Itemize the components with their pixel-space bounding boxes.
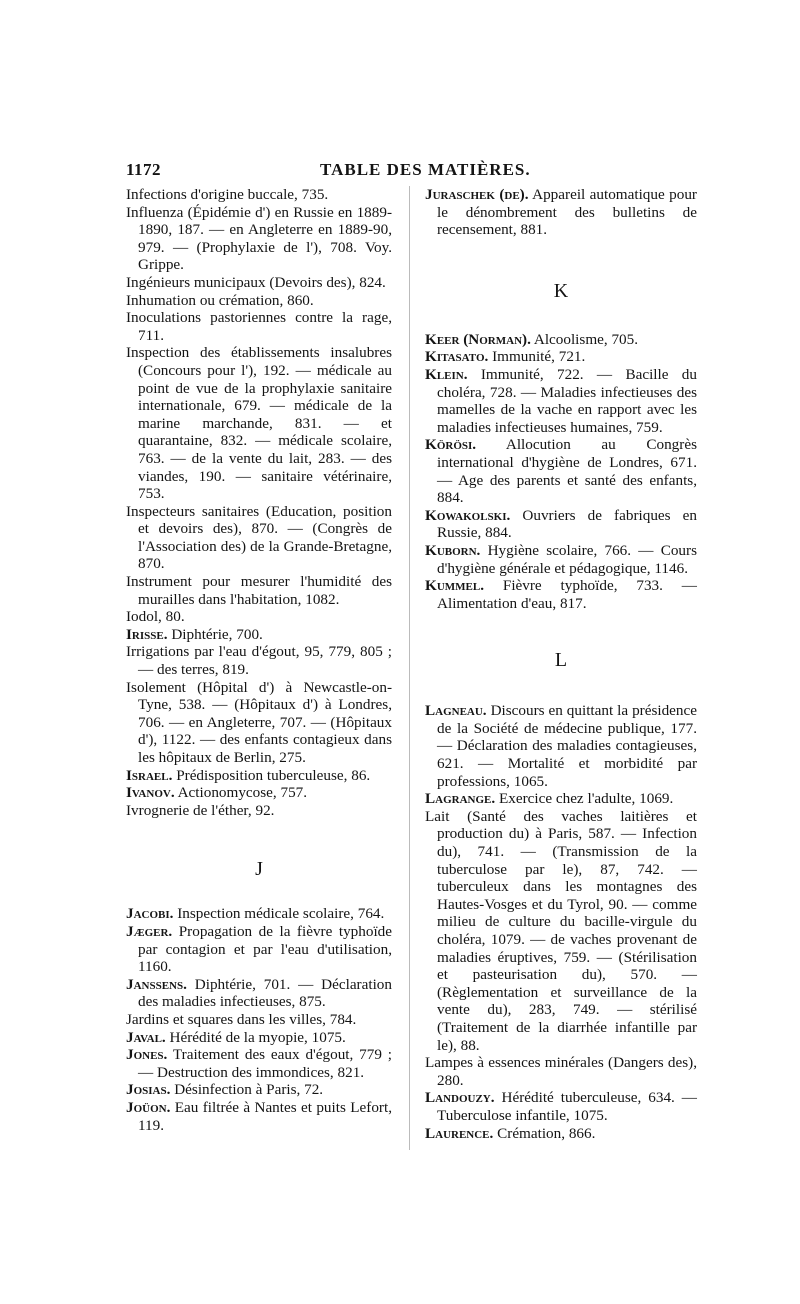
index-entry (425, 366, 697, 436)
author-name: Irisse. (126, 625, 168, 643)
index-entry (425, 542, 697, 577)
index-entry: Ivrognerie de l'éther, 92. (126, 801, 275, 819)
author-name: Juraschek (de). (425, 186, 529, 203)
index-entry (425, 436, 697, 506)
right-column (425, 186, 697, 1142)
author-name: Jæger. (126, 922, 173, 940)
author-name: Jacobi. (126, 905, 174, 923)
author-name: Kitasato. (425, 348, 489, 366)
author-name: Körösi. (425, 436, 477, 454)
entry-text: Crémation, 866. (493, 1124, 596, 1142)
column-divider (409, 186, 410, 1150)
index-entry (126, 1029, 392, 1047)
author-name: Kowakolski. (425, 506, 511, 524)
index-entry: Ingénieurs municipaux (Devoirs des), 824. (126, 273, 386, 291)
entry-text: Immunité, 722. — Bacille du choléra, 728. — Maladies infectieuses des mamelles de la vache en rapport avec les maladies infectieuses humaines, 759. (437, 365, 697, 436)
author-name: Lagrange. (425, 790, 496, 808)
section-letter-k: K (553, 279, 569, 302)
section-letter-l: L (554, 649, 568, 672)
author-name: Jones. (126, 1046, 168, 1064)
entry-text: Propagation de la fièvre typhoïde par contagion et par l'eau d'utilisation, 1160. (138, 922, 392, 976)
index-entry: Jardins et squares dans les villes, 784. (126, 1010, 357, 1028)
index-entry: Infections d'origine buccale, 735. (126, 186, 329, 203)
entry-text: Diphtérie, 700. (167, 625, 263, 643)
index-entry: Influenza (Épidémie d') en Russie en 1889-1890, 187. — en Angleterre en 1889-90, 979. — (Prophylaxie de l'), 708. Voy. Grippe. (126, 203, 392, 274)
index-entry: Instrument pour mesurer l'humidité des murailles dans l'habitation, 1082. (126, 573, 392, 608)
index-entry (126, 1081, 392, 1099)
entry-text: Hérédité de la myopie, 1075. (165, 1028, 346, 1046)
index-entry: Iodol, 80. (126, 608, 185, 626)
index-entry (425, 348, 697, 366)
index-entry: Lampes à essences minérales (Dangers des), 280. (425, 1054, 697, 1089)
index-entry (425, 1089, 697, 1124)
entry-text: Hérédité tuberculeuse, 634. — Tuberculose infantile, 1075. (437, 1089, 697, 1124)
left-column (126, 186, 392, 1134)
index-entry: Inoculations pastoriennes contre la rage, 711. (126, 309, 392, 344)
index-entry (425, 702, 697, 790)
author-name: Landouzy. (425, 1089, 495, 1107)
entry-text: Eau filtrée à Nantes et puits Lefort, 119. (138, 1098, 392, 1134)
index-entry (425, 1125, 697, 1143)
entry-text: Traitement des eaux d'égout, 779 ; — Destruction des immondices, 821. (138, 1046, 392, 1081)
index-entry: Inspecteurs sanitaires (Education, position et devoirs des), 870. — (Congrès de l'Association des) de la Grande-Bretagne, 870. (126, 502, 392, 573)
index-entry: Inspection des établissements insalubres (Concours pour l'), 192. — médicale au point de vue de la prophylaxie sanitaire internationale, 679. — médicale de la marine marchande, 831. — et quarantaine, 832. — médicale scolaire, 763. — de la vente du lait, 283. — des viandes, 190. — sanitaire vétérinaire, 753. (126, 344, 392, 503)
entry-text: Appareil automatique pour le dénombrement des bulletins de recensement, 881. (437, 186, 697, 239)
index-entry (425, 331, 697, 349)
index-entry (425, 186, 697, 239)
index-entry (126, 784, 392, 802)
index-entry: Irrigations par l'eau d'égout, 95, 779, 805 ; — des terres, 819. (126, 643, 392, 679)
entry-text: Hygiène scolaire, 766. — Cours d'hygiène générale et pédagogique, 1146. (437, 541, 697, 577)
index-entry: Isolement (Hôpital d') à Newcastle-on-Tyne, 538. — (Hôpitaux d') à Londres, 706. — en Angleterre, 707. — (Hôpitaux d'), 1122. — des enfants contagieux dans les hôpitaux de Berlin, 275. (126, 678, 392, 766)
entry-text: Diphtérie, 701. — Déclaration des maladies infectieuses, 875. (138, 975, 392, 1011)
entry-text: Immunité, 721. (488, 348, 586, 366)
index-entry (126, 767, 392, 785)
entry-text: Alcoolisme, 705. (530, 330, 639, 348)
entry-text: Exercice chez l'adulte, 1069. (495, 790, 674, 808)
entry-text: Ouvriers de fabriques en Russie, 884. (437, 506, 697, 542)
entry-text: Allocution au Congrès international d'hygiène de Londres, 671. — Age des parents et santé des enfants, 884. (437, 436, 697, 507)
index-entry (425, 577, 697, 612)
author-name: Janssens. (126, 975, 187, 993)
entry-text: Désinfection à Paris, 72. (170, 1081, 324, 1099)
index-entry (126, 1046, 392, 1081)
entry-text: Actionomycose, 757. (174, 784, 308, 802)
author-name: Joüon. (126, 1098, 171, 1116)
index-entry: Lait (Santé des vaches laitières et production du) à Paris, 587. — Infection du), 741. — (Transmission de la tuberculose par le), 87, 742. — tuberculeux dans les montagnes des Hautes-Vosges et du Tyrol, 90. — comme milieu de culture du bacille-virgule du choléra, 1079. — de vaches provenant de maladies éruptives, 759. — (Stérilisation et pasteurisation du), 570. — (Règlementation et surveillance de la vente du), 283, 749. — stérilisé (Traitement de la diarrhée infantille par le), 88. (425, 807, 697, 1054)
author-name: Keer (Norman). (425, 330, 531, 348)
author-name: Kummel. (425, 577, 484, 595)
author-name: Kuborn. (425, 541, 481, 559)
author-name: Josias. (126, 1081, 171, 1099)
author-name: Laurence. (425, 1124, 494, 1142)
entry-text: Inspection médicale scolaire, 764. (173, 905, 385, 923)
index-entry (126, 1099, 392, 1134)
author-name: Javal. (126, 1028, 166, 1046)
entry-text: Discours en quittant la présidence de la Société de médecine publique, 177. — Déclaration des maladies contagieuses, 621. — Mortalité et morbidité par professions, 1065. (437, 702, 697, 790)
entry-text: Prédisposition tuberculeuse, 86. (172, 766, 371, 784)
index-entry (425, 790, 697, 808)
entry-text: Fièvre typhoïde, 733. — Alimentation d'eau, 817. (437, 577, 697, 612)
index-entry (425, 507, 697, 542)
page-number: 1172 (126, 160, 162, 179)
author-name: Klein. (425, 365, 468, 383)
index-entry: Inhumation ou crémation, 860. (126, 291, 314, 309)
index-entry (126, 923, 392, 976)
index-entry (126, 976, 392, 1011)
index-entry (126, 905, 392, 923)
author-name: Ivanov. (126, 784, 175, 802)
author-name: Lagneau. (425, 702, 487, 720)
section-letter-j: J (255, 858, 263, 881)
page-title: TABLE DES MATIÈRES. (320, 160, 531, 179)
author-name: Israel. (126, 766, 173, 784)
index-entry (126, 626, 392, 644)
